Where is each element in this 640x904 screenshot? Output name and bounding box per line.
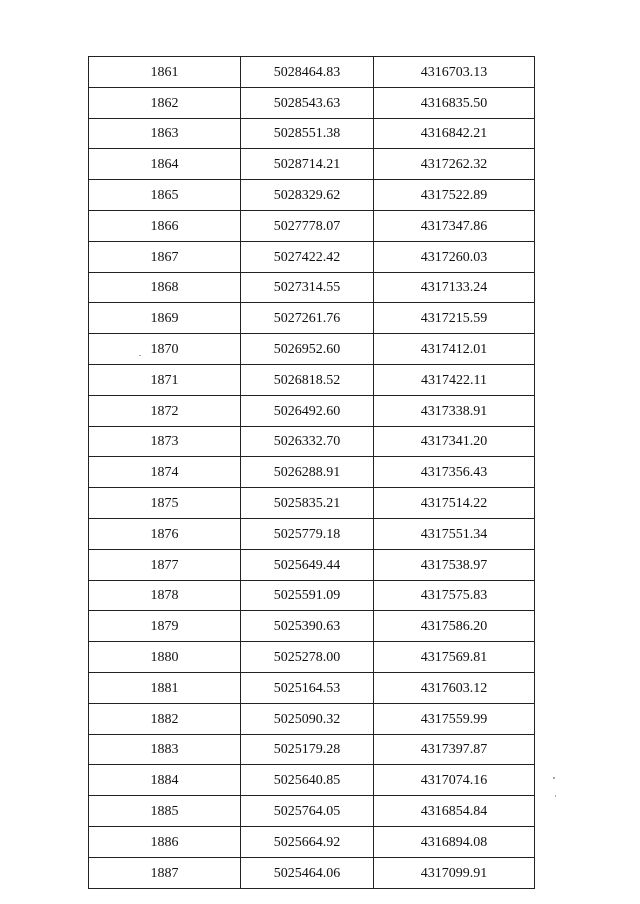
- table-row: [89, 87, 535, 118]
- point-number-cell: 1869: [89, 303, 241, 334]
- point-number-cell: 1863: [89, 118, 241, 149]
- x-coordinate-cell: 5026288.91: [241, 457, 374, 488]
- x-coordinate-cell: 5025090.32: [241, 703, 374, 734]
- x-coordinate-cell: 5027314.55: [241, 272, 374, 303]
- y-coordinate-cell: 4317215.59: [374, 303, 535, 334]
- point-number-cell: 1878: [89, 580, 241, 611]
- x-coordinate-cell: 5025390.63: [241, 611, 374, 642]
- table-row: [89, 642, 535, 673]
- x-coordinate-cell: 5028714.21: [241, 149, 374, 180]
- table-row: [89, 364, 535, 395]
- y-coordinate-cell: 4316703.13: [374, 57, 535, 88]
- point-number-cell: 1883: [89, 734, 241, 765]
- x-coordinate-cell: 5025649.44: [241, 549, 374, 580]
- point-number-cell: 1876: [89, 518, 241, 549]
- point-number-cell: 1870: [89, 334, 241, 365]
- y-coordinate-cell: 4317538.97: [374, 549, 535, 580]
- x-coordinate-cell: 5026952.60: [241, 334, 374, 365]
- point-number-cell: 1871: [89, 364, 241, 395]
- table-row: [89, 703, 535, 734]
- table-row: [89, 857, 535, 888]
- table-row: [89, 580, 535, 611]
- table-row: [89, 118, 535, 149]
- table-row: [89, 734, 535, 765]
- y-coordinate-cell: 4317099.91: [374, 857, 535, 888]
- point-number-cell: 1882: [89, 703, 241, 734]
- point-number-cell: 1886: [89, 826, 241, 857]
- x-coordinate-cell: 5028543.63: [241, 87, 374, 118]
- x-coordinate-cell: 5025164.53: [241, 672, 374, 703]
- table-row: [89, 672, 535, 703]
- y-coordinate-cell: 4316842.21: [374, 118, 535, 149]
- y-coordinate-cell: 4317356.43: [374, 457, 535, 488]
- y-coordinate-cell: 4317074.16: [374, 765, 535, 796]
- table-row: [89, 518, 535, 549]
- y-coordinate-cell: 4317514.22: [374, 488, 535, 519]
- x-coordinate-cell: 5027422.42: [241, 241, 374, 272]
- point-number-cell: 1867: [89, 241, 241, 272]
- y-coordinate-cell: 4317586.20: [374, 611, 535, 642]
- point-number-cell: 1880: [89, 642, 241, 673]
- x-coordinate-cell: 5026492.60: [241, 395, 374, 426]
- point-number-cell: 1884: [89, 765, 241, 796]
- table-body: [89, 57, 535, 889]
- x-coordinate-cell: 5025764.05: [241, 796, 374, 827]
- point-number-cell: 1868: [89, 272, 241, 303]
- x-coordinate-cell: 5025591.09: [241, 580, 374, 611]
- y-coordinate-cell: 4317397.87: [374, 734, 535, 765]
- x-coordinate-cell: 5028464.83: [241, 57, 374, 88]
- point-number-cell: 1885: [89, 796, 241, 827]
- x-coordinate-cell: 5025779.18: [241, 518, 374, 549]
- x-coordinate-cell: 5025664.92: [241, 826, 374, 857]
- scan-speck: [553, 777, 555, 779]
- table-row: [89, 180, 535, 211]
- table-row: [89, 149, 535, 180]
- x-coordinate-cell: 5027778.07: [241, 210, 374, 241]
- y-coordinate-cell: 4317569.81: [374, 642, 535, 673]
- y-coordinate-cell: 4316835.50: [374, 87, 535, 118]
- y-coordinate-cell: 4317262.32: [374, 149, 535, 180]
- table-row: [89, 826, 535, 857]
- table-row: [89, 488, 535, 519]
- point-number-cell: 1874: [89, 457, 241, 488]
- x-coordinate-cell: 5025179.28: [241, 734, 374, 765]
- y-coordinate-cell: 4317133.24: [374, 272, 535, 303]
- x-coordinate-cell: 5028551.38: [241, 118, 374, 149]
- point-number-cell: 1887: [89, 857, 241, 888]
- scan-speck: [139, 355, 141, 356]
- y-coordinate-cell: 4316854.84: [374, 796, 535, 827]
- point-number-cell: 1865: [89, 180, 241, 211]
- point-number-cell: 1877: [89, 549, 241, 580]
- y-coordinate-cell: 4317551.34: [374, 518, 535, 549]
- table-row: [89, 303, 535, 334]
- table-row: [89, 765, 535, 796]
- x-coordinate-cell: 5028329.62: [241, 180, 374, 211]
- y-coordinate-cell: 4317603.12: [374, 672, 535, 703]
- x-coordinate-cell: 5026332.70: [241, 426, 374, 457]
- y-coordinate-cell: 4317412.01: [374, 334, 535, 365]
- point-number-cell: 1875: [89, 488, 241, 519]
- point-number-cell: 1862: [89, 87, 241, 118]
- table-row: [89, 611, 535, 642]
- y-coordinate-cell: 4317559.99: [374, 703, 535, 734]
- point-number-cell: 1872: [89, 395, 241, 426]
- table-row: [89, 241, 535, 272]
- y-coordinate-cell: 4317522.89: [374, 180, 535, 211]
- y-coordinate-cell: 4317260.03: [374, 241, 535, 272]
- point-number-cell: 1861: [89, 57, 241, 88]
- y-coordinate-cell: 4317347.86: [374, 210, 535, 241]
- x-coordinate-cell: 5027261.76: [241, 303, 374, 334]
- x-coordinate-cell: 5025464.06: [241, 857, 374, 888]
- table-row: [89, 796, 535, 827]
- table-row: [89, 57, 535, 88]
- x-coordinate-cell: 5025835.21: [241, 488, 374, 519]
- table-row: [89, 549, 535, 580]
- y-coordinate-cell: 4317422.11: [374, 364, 535, 395]
- y-coordinate-cell: 4316894.08: [374, 826, 535, 857]
- y-coordinate-cell: 4317341.20: [374, 426, 535, 457]
- scan-speck: [555, 795, 556, 797]
- table-row: [89, 210, 535, 241]
- table-row: [89, 334, 535, 365]
- point-number-cell: 1866: [89, 210, 241, 241]
- coordinate-table: [88, 56, 535, 889]
- point-number-cell: 1881: [89, 672, 241, 703]
- table-row: [89, 457, 535, 488]
- y-coordinate-cell: 4317575.83: [374, 580, 535, 611]
- point-number-cell: 1879: [89, 611, 241, 642]
- x-coordinate-cell: 5026818.52: [241, 364, 374, 395]
- point-number-cell: 1864: [89, 149, 241, 180]
- y-coordinate-cell: 4317338.91: [374, 395, 535, 426]
- point-number-cell: 1873: [89, 426, 241, 457]
- table-row: [89, 426, 535, 457]
- x-coordinate-cell: 5025640.85: [241, 765, 374, 796]
- table-row: [89, 272, 535, 303]
- table-row: [89, 395, 535, 426]
- x-coordinate-cell: 5025278.00: [241, 642, 374, 673]
